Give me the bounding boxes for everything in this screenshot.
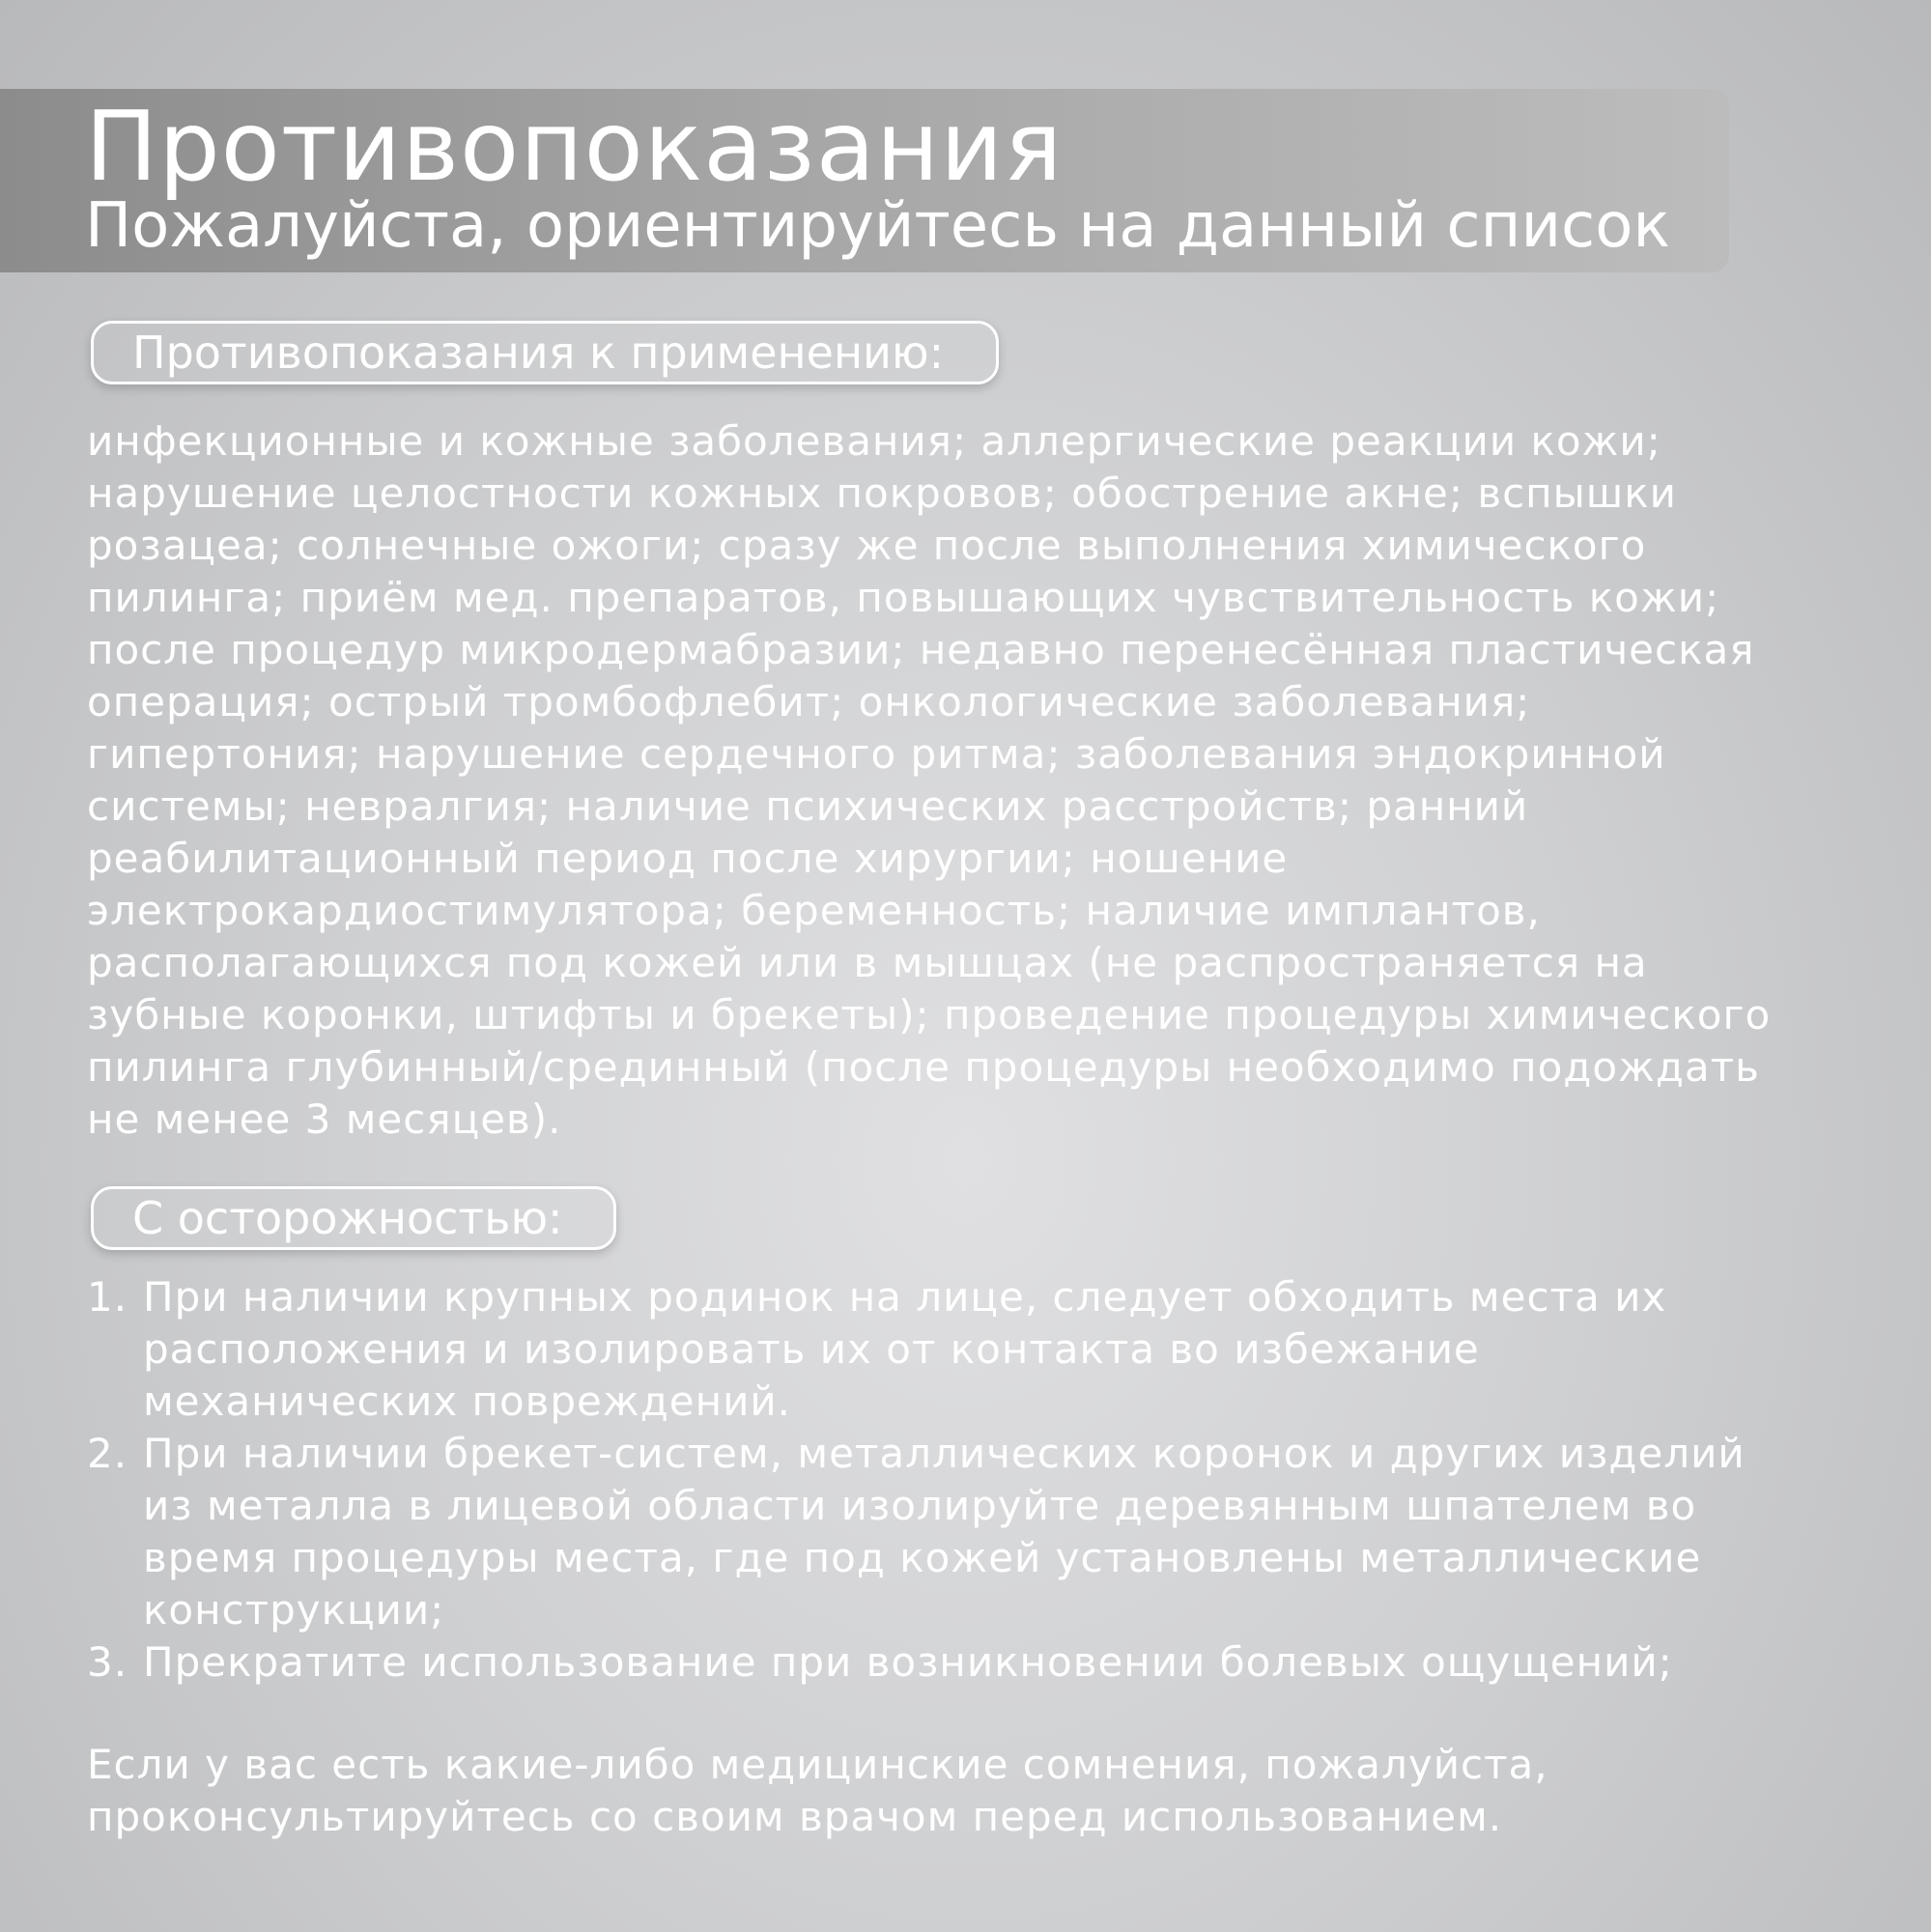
text-line: располагающихся под кожей или в мышцах (не распространяется на [87,939,1648,986]
list-number: 1. [87,1273,128,1321]
text-line: из металла в лицевой области изолируйте деревянным шпателем во [143,1482,1697,1529]
text-line: При наличии брекет-систем, металлических коронок и других изделий [143,1430,1746,1477]
text-line: гипертония; нарушение сердечного ритма; заболевания эндокринной [87,730,1666,778]
text-line: после процедур микродермабразии; недавно перенесённая пластическая [87,626,1755,673]
contraindications-text [87,415,1855,1146]
page-subtitle: Пожалуйста, ориентируйтесь на данный список [85,190,1671,262]
text-line: конструкции; [143,1586,445,1634]
text-line: расположения и изолировать их от контакта во избежание [143,1325,1480,1373]
list-item [87,1636,1826,1689]
page-title: Противопоказания [85,90,1064,203]
caution-heading: С осторожностью: [91,1186,616,1250]
text-line: операция; острый тромбофлебит; онкологические заболевания; [87,678,1531,725]
text-line: время процедуры места, где под кожей установлены металлические [143,1534,1702,1581]
text-line: Прекратите использование при возникновении болевых ощущений; [143,1638,1673,1686]
text-line: не менее 3 месяцев). [87,1095,562,1143]
footer-note [87,1739,1826,1843]
list-number: 3. [87,1638,128,1686]
list-item [87,1428,1826,1636]
text-line: механических повреждений. [143,1378,792,1425]
text-line: зубные коронки, штифты и брекеты); проведение процедуры химического [87,991,1772,1038]
list-number: 2. [87,1430,128,1477]
text-line: электрокардиостимулятора; беременность; наличие имплантов, [87,887,1541,934]
text-line: розацеа; солнечные ожоги; сразу же после выполнения химического [87,522,1647,569]
caution-list [87,1271,1826,1689]
text-line: нарушение целостности кожных покровов; обострение акне; вспышки [87,469,1677,517]
text-line: Если у вас есть какие-либо медицинские сомнения, пожалуйста, [87,1741,1548,1788]
text-line: пилинга; приём мед. препаратов, повышающих чувствительность кожи; [87,574,1720,621]
contraindications-heading: Противопоказания к применению: [91,321,999,384]
text-line: инфекционные и кожные заболевания; аллергические реакции кожи; [87,417,1661,465]
text-line: пилинга глубинный/срединный (после процедуры необходимо подождать [87,1043,1760,1091]
text-line: проконсультируйтесь со своим врачом перед использованием. [87,1793,1503,1840]
text-line: реабилитационный период после хирургии; ношение [87,835,1289,882]
list-item [87,1271,1826,1428]
text-line: системы; невралгия; наличие психических расстройств; ранний [87,782,1529,830]
text-line: При наличии крупных родинок на лице, следует обходить места их [143,1273,1667,1321]
